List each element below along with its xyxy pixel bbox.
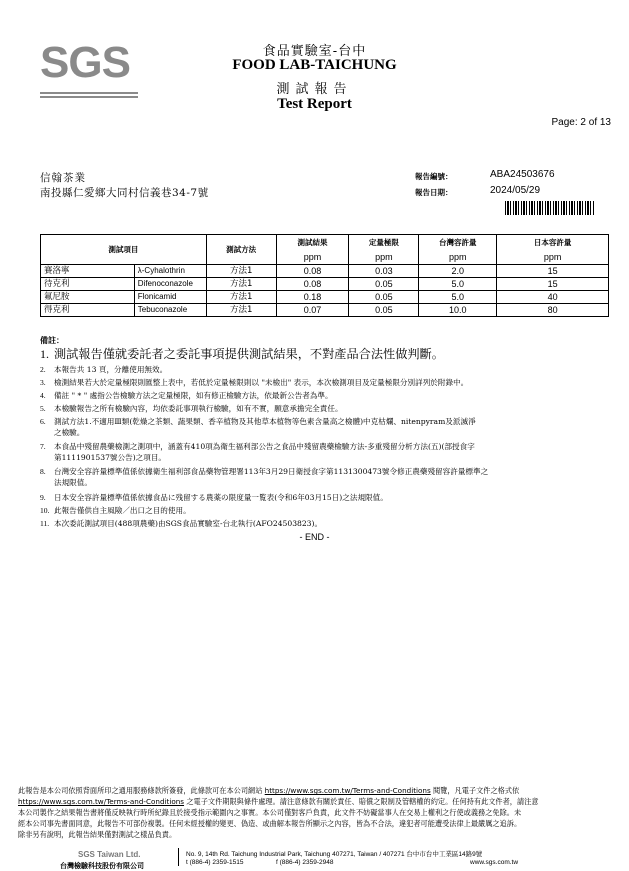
- end-mark: - END -: [299, 532, 330, 542]
- footer-text: 之電子文件期限與條件處理。請注意條款有關於責任、賠償之限制及管轄權的約定。任何持有此文件者，請注意: [184, 797, 539, 806]
- method: 方法1: [206, 278, 276, 291]
- note-item: [40, 505, 612, 516]
- item-zh: 氟尼胺: [41, 291, 135, 304]
- company-website[interactable]: www.sgs.com.tw: [470, 859, 519, 866]
- method: 方法1: [206, 265, 276, 278]
- note-number: 7.: [40, 442, 46, 451]
- note-number: 2.: [40, 365, 46, 374]
- note-number: 8.: [40, 467, 46, 476]
- item-zh: 賽洛寧: [41, 265, 135, 278]
- item-en: Flonicamid: [134, 291, 206, 304]
- company-address: No. 9, 14th Rd. Taichung Industrial Park, Taichung 407271, Taiwan / 407271 台中市台中工業區14路9號: [186, 851, 483, 858]
- note-continuation: 第1111901537號公告)之項目。: [54, 453, 167, 462]
- note-text: 此報告僅供自主風險／出口之目的使用。: [54, 506, 191, 515]
- footer-text: 此報告是本公司依照背面所印之通用服務條款所簽發，此條款可在本公司網站: [18, 786, 265, 795]
- item-en: Difenoconazole: [134, 278, 206, 291]
- company-fax: f (886-4) 2359-2948: [276, 859, 334, 866]
- note-text: 本次委託測試項目(488項農藥)由SGS食品實驗室-台北執行(AFO24503823)。: [54, 519, 323, 528]
- footer-line: 本公司製作之結果報告書將僅反映執行時所紀錄且於接受指示範圍內之事實。本公司僅對客戶負責，此文件不妨礙當事人在交易上權利之行使或義務之免除。未: [18, 808, 522, 817]
- col-header-loq: 定量極限: [349, 235, 419, 251]
- jp-limit: 40: [497, 291, 609, 304]
- loq: 0.05: [349, 291, 419, 304]
- report-title-en: Test Report: [277, 96, 352, 112]
- note-item: [40, 518, 612, 529]
- note-number: 10.: [40, 506, 50, 515]
- tw-limit: 10.0: [419, 304, 497, 317]
- barcode: [505, 201, 595, 215]
- note-number: 5.: [40, 404, 46, 413]
- note-number: 6.: [40, 417, 46, 426]
- client-address: 南投縣仁愛鄉大同村信義巷34-7號: [40, 187, 209, 199]
- col-header-tw-limit: 台灣容許量: [419, 235, 497, 251]
- footer-divider: [178, 848, 179, 866]
- jp-limit: 15: [497, 278, 609, 291]
- note-text: 測試方法1.不適用Ⅲ類(乾燥之茶類、蔬果類、香辛植物及其他草本植物等色素含量高之檢體)中克枯爛、nitenpyram及派滅淨: [54, 417, 476, 426]
- note-item: [40, 492, 612, 503]
- note-number: 4.: [40, 391, 46, 400]
- jp-limit: 15: [497, 265, 609, 278]
- note-item: [40, 466, 612, 488]
- note-item: [40, 441, 612, 463]
- loq: 0.03: [349, 265, 419, 278]
- unit-result: ppm: [276, 250, 349, 265]
- note-number: 11.: [40, 519, 50, 528]
- client-name: 信翰茶業: [40, 172, 86, 184]
- method: 方法1: [206, 291, 276, 304]
- loq: 0.05: [349, 304, 419, 317]
- col-header-item: 測試項目: [41, 235, 207, 265]
- method: 方法1: [206, 304, 276, 317]
- table-row: [41, 304, 609, 317]
- company-name-zh: 台灣檢驗科技股份有限公司: [60, 862, 144, 870]
- col-header-method: 測試方法: [206, 235, 276, 265]
- unit-jp: ppm: [497, 250, 609, 265]
- unit-loq: ppm: [349, 250, 419, 265]
- note-number: 9.: [40, 493, 46, 502]
- lab-name-zh: 食品實驗室-台中: [262, 44, 367, 59]
- report-number-label: 報告編號：: [415, 172, 453, 181]
- item-en: Tebuconazole: [134, 304, 206, 317]
- note-item: [40, 403, 612, 414]
- result: 0.07: [276, 304, 349, 317]
- tw-limit: 5.0: [419, 278, 497, 291]
- page-number: Page: 2 of 13: [551, 117, 611, 128]
- note-number: 3.: [40, 378, 46, 387]
- report-number: ABA24503676: [490, 169, 555, 180]
- note-item: [40, 390, 612, 401]
- note-text: 本食品中殘留農藥檢測之測項中，涵蓋有410項為衛生福利部公告之食品中殘留農藥檢驗方法-多重殘留分析方法(五)(部授食字: [54, 442, 475, 451]
- result: 0.18: [276, 291, 349, 304]
- note-item: [40, 377, 612, 388]
- note-text: 備註 " * " 處指公告檢驗方法之定量極限，如有修正檢驗方法，依最新公告者為準。: [54, 391, 333, 400]
- col-header-result: 測試結果: [276, 235, 349, 251]
- note-item: [40, 346, 612, 362]
- note-continuation: 之檢驗。: [54, 428, 85, 437]
- footer-text: 閱覽，凡電子文件之格式依: [430, 786, 520, 795]
- terms-link[interactable]: https://www.sgs.com.tw/Terms-and-Conditions: [18, 797, 185, 806]
- table-row: [41, 265, 609, 278]
- footer-disclaimer: [18, 785, 613, 840]
- note-number: 1.: [40, 347, 49, 361]
- result: 0.08: [276, 278, 349, 291]
- report-title-zh: 測試報告: [276, 82, 353, 97]
- result: 0.08: [276, 265, 349, 278]
- item-zh: 得克利: [41, 304, 135, 317]
- note-item: [40, 416, 612, 438]
- item-en: λ-Cyhalothrin: [134, 265, 206, 278]
- item-zh: 待克利: [41, 278, 135, 291]
- note-text: 本報告共 13 頁，分離使用無效。: [54, 365, 168, 374]
- report-date: 2024/05/29: [490, 185, 541, 196]
- note-text: 日本安全容許量標準值係依據食品に残留する農薬の限度量一覧表(令和6年03月15日)之法規限值。: [54, 493, 388, 502]
- table-row: [41, 278, 609, 291]
- results-table: [40, 234, 609, 317]
- note-text: 本檢驗報告之所有檢驗內容，均依委託事項執行檢驗，如有不實，願意承擔完全責任。: [54, 404, 343, 413]
- footer-line: [18, 785, 613, 796]
- jp-limit: 80: [497, 304, 609, 317]
- loq: 0.05: [349, 278, 419, 291]
- note-text: 測試報告僅就委託者之委託事項提供測試結果，不對產品合法性做判斷。: [54, 347, 444, 361]
- report-date-label: 報告日期：: [415, 188, 453, 197]
- tw-limit: 2.0: [419, 265, 497, 278]
- note-continuation: 法規限值。: [54, 478, 92, 487]
- notes-title: 備註：: [40, 336, 64, 345]
- tw-limit: 5.0: [419, 291, 497, 304]
- unit-tw: ppm: [419, 250, 497, 265]
- company-name: SGS Taiwan Ltd.: [78, 850, 141, 859]
- lab-name-en: FOOD LAB-TAICHUNG: [232, 57, 397, 73]
- table-header-row: [41, 235, 609, 251]
- footer-line: 經本公司事先書面同意，此報告不可部份複製。任何未經授權的變更、偽造、或曲解本報告所顯示之內容，皆為不合法，違犯者可能遭受法律上最嚴厲之追訴。: [18, 819, 522, 828]
- terms-link[interactable]: https://www.sgs.com.tw/Terms-and-Conditions: [264, 786, 431, 795]
- note-item: [40, 364, 612, 375]
- note-text: 檢測結果若大於定量極限則匯整上表中，若低於定量極限則以 "未檢出" 表示，本次檢測項目及定量極限分別詳列於附錄中。: [54, 378, 469, 387]
- footer-line: [18, 796, 613, 807]
- company-phone: t (886-4) 2359-1515: [186, 859, 244, 866]
- note-text: 台灣安全容許量標準值係依據衛生福利部食品藥物管理署113年3月29日衛授食字第1131300473號令修正農藥殘留容許量標準之: [54, 467, 489, 476]
- col-header-jp-limit: 日本容許量: [497, 235, 609, 251]
- logo-text: SGS: [40, 38, 130, 87]
- table-row: [41, 291, 609, 304]
- footer-line: 除非另有說明，此報告結果僅對測試之樣品負責。: [18, 830, 177, 839]
